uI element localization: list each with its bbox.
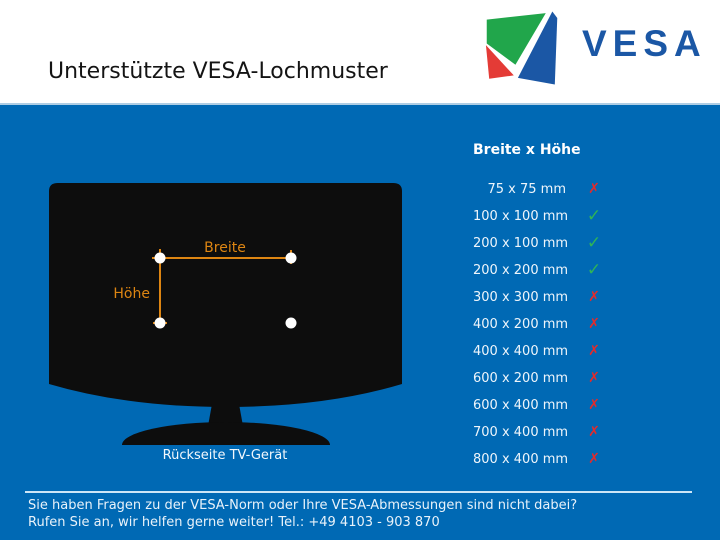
vesa-size-row (473, 202, 614, 229)
vesa-logo-wordmark: VESA (582, 23, 707, 64)
vesa-size-label: 600 x 200 mm (473, 371, 569, 386)
cross-icon: ✗ (588, 181, 600, 197)
footer-phone: Rufen Sie an, wir helfen gerne weiter! Tel.: +49 4103 - 903 870 (28, 515, 440, 530)
hoehe-label: Höhe (113, 286, 150, 302)
footer-divider (25, 491, 692, 493)
vesa-size-row (473, 337, 614, 364)
vesa-size-label: 600 x 400 mm (473, 398, 569, 413)
size-list-header: Breite x Höhe (473, 142, 581, 158)
tv-stand-base (122, 422, 330, 445)
vesa-size-label: 200 x 100 mm (473, 236, 569, 251)
check-icon: ✓ (586, 206, 602, 226)
vesa-size-row (473, 391, 614, 418)
vesa-size-row (473, 229, 614, 256)
check-icon: ✓ (586, 260, 602, 280)
cross-icon: ✗ (588, 397, 600, 413)
breite-label: Breite (204, 240, 246, 256)
vesa-hole-top-right (286, 253, 297, 264)
tv-caption: Rückseite TV-Gerät (162, 448, 288, 463)
vesa-size-row (473, 256, 614, 283)
vesa-size-row (473, 283, 614, 310)
page-title: Unterstützte VESA-Lochmuster (48, 59, 388, 84)
footer-question: Sie haben Fragen zu der VESA-Norm oder Ihre VESA-Abmessungen sind nicht dabei? (28, 498, 578, 513)
vesa-size-label: 300 x 300 mm (473, 290, 569, 305)
cross-icon: ✗ (588, 343, 600, 359)
vesa-hole-top-left (155, 253, 166, 264)
vesa-size-label: 75 x 75 mm (487, 182, 566, 197)
cross-icon: ✗ (588, 424, 600, 440)
vesa-logo-icon (481, 9, 563, 91)
cross-icon: ✗ (588, 451, 600, 467)
cross-icon: ✗ (588, 289, 600, 305)
vesa-hole-bottom-right (286, 318, 297, 329)
header (0, 0, 720, 103)
vesa-size-label: 100 x 100 mm (473, 209, 569, 224)
vesa-size-label: 400 x 200 mm (473, 317, 569, 332)
vesa-hole-bottom-left (155, 318, 166, 329)
cross-icon: ✗ (588, 316, 600, 332)
vesa-size-row (473, 175, 614, 202)
vesa-size-label: 200 x 200 mm (473, 263, 569, 278)
vesa-size-row (473, 445, 614, 472)
vesa-size-row (473, 418, 614, 445)
tv-back-diagram (25, 155, 425, 455)
vesa-size-row (473, 364, 614, 391)
vesa-size-label: 800 x 400 mm (473, 452, 569, 467)
vesa-size-label: 400 x 400 mm (473, 344, 569, 359)
tv-body (49, 183, 402, 407)
check-icon: ✓ (586, 233, 602, 253)
vesa-size-label: 700 x 400 mm (473, 425, 569, 440)
cross-icon: ✗ (588, 370, 600, 386)
vesa-size-row (473, 310, 614, 337)
vesa-size-list (473, 175, 614, 472)
